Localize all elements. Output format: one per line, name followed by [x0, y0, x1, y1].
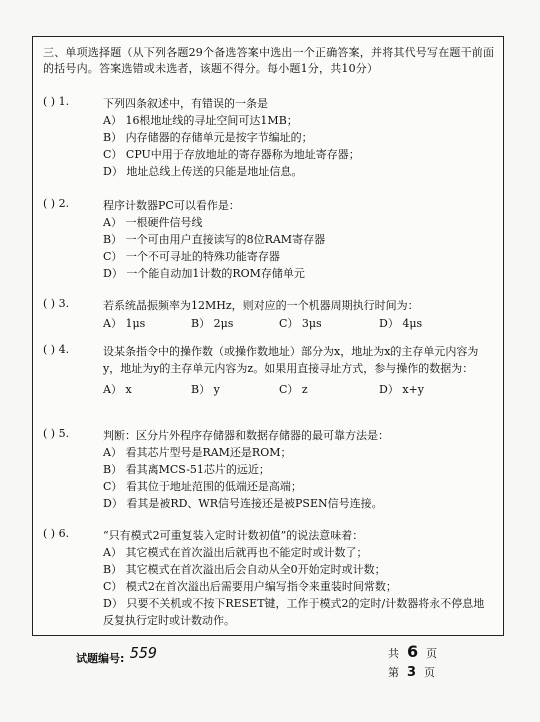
page-footer	[0, 638, 540, 698]
option-a: A） 一根硬件信号线	[103, 216, 203, 229]
option-a: A） 1μs	[103, 317, 146, 330]
option-d: D） 看其是被RD、WR信号连接还是被PSEN信号连接。	[103, 497, 383, 510]
question-stem: 下列四条叙述中，有错误的一条是	[103, 97, 268, 110]
question-stem: 判断：区分片外程序存储器和数据存储器的最可靠方法是：	[103, 429, 389, 442]
option-b: B） 内存储器的存储单元是按字节编址的；	[103, 131, 313, 144]
total-prefix: 共	[388, 647, 399, 660]
current-page-value: 3	[407, 665, 417, 680]
total-pages-value: 6	[407, 642, 419, 661]
option-c: C） CPU中用于存放地址的寄存器称为地址寄存器；	[103, 148, 360, 161]
option-c: C） 3μs	[279, 317, 322, 330]
option-d: D） 只要不关机或不按下RESET键，工作于模式2的定时/计数器将永不停息地反复执行定时或计数动作。	[103, 597, 485, 627]
option-b: B） 一个可由用户直接读写的8位RAM寄存器	[103, 233, 326, 246]
current-suffix: 页	[424, 666, 436, 679]
option-b: B） 其它模式在首次溢出后会自动从全0开始定时或计数；	[103, 563, 386, 576]
option-a: A） x	[103, 383, 132, 396]
current-prefix: 第	[388, 666, 399, 679]
option-c: C） 模式2在首次溢出后需要用户编写指令来重装时间常数；	[103, 580, 397, 593]
option-a: A） 看其芯片型号是RAM还是ROM；	[103, 446, 292, 459]
exam-page	[32, 36, 504, 636]
exam-code: 559	[130, 644, 158, 662]
option-c: C） 一个不可寻址的特殊功能寄存器	[103, 250, 280, 263]
answer-paren: ( ) 1.	[43, 95, 70, 108]
exam-code-label: 试题编号:	[76, 652, 125, 665]
question-stem: 设某条指令中的操作数（或操作数地址）部分为x，地址为x的主存单元内容为y，地址为y的主存单元内容为z。如果用直接寻址方式，参与操作的数据为：	[103, 345, 479, 375]
total-pages	[388, 642, 437, 661]
question-stem: 程序计数器PC可以看作是：	[103, 199, 240, 212]
question-stem: 若系统晶振频率为12MHz，则对应的一个机器周期执行时间为：	[103, 299, 419, 312]
option-d: D） 4μs	[379, 317, 423, 330]
option-c: C） 看其位于地址范围的低端还是高端；	[103, 480, 302, 493]
option-a: A） 其它模式在首次溢出后就再也不能定时或计数了；	[103, 546, 368, 559]
option-b: B） y	[191, 383, 220, 396]
answer-paren: ( ) 3.	[43, 297, 70, 310]
option-a: A） 16根地址线的寻址空间可达1MB；	[103, 114, 298, 127]
total-suffix: 页	[426, 647, 438, 660]
question-stem: “只有模式2可重复装入定时计数初值”的说法意味着：	[103, 529, 364, 542]
answer-paren: ( ) 5.	[43, 427, 70, 440]
answer-paren: ( ) 2.	[43, 197, 70, 210]
answer-paren: ( ) 4.	[43, 343, 70, 356]
option-d: D） x+y	[379, 383, 424, 396]
option-b: B） 看其离MCS-51芯片的远近；	[103, 463, 270, 476]
section-instructions: 三、单项选择题（从下列各题29个备选答案中选出一个正确答案，并将其代号写在题干前面的括号内。答案选错或未选者，该题不得分。每小题1分，共10分）	[43, 46, 495, 75]
option-d: D） 一个能自动加1计数的ROM存储单元	[103, 267, 305, 280]
current-page	[388, 664, 435, 680]
answer-paren: ( ) 6.	[43, 527, 70, 540]
option-b: B） 2μs	[191, 317, 234, 330]
option-c: C） z	[279, 383, 308, 396]
option-d: D） 地址总线上传送的只能是地址信息。	[103, 165, 303, 178]
